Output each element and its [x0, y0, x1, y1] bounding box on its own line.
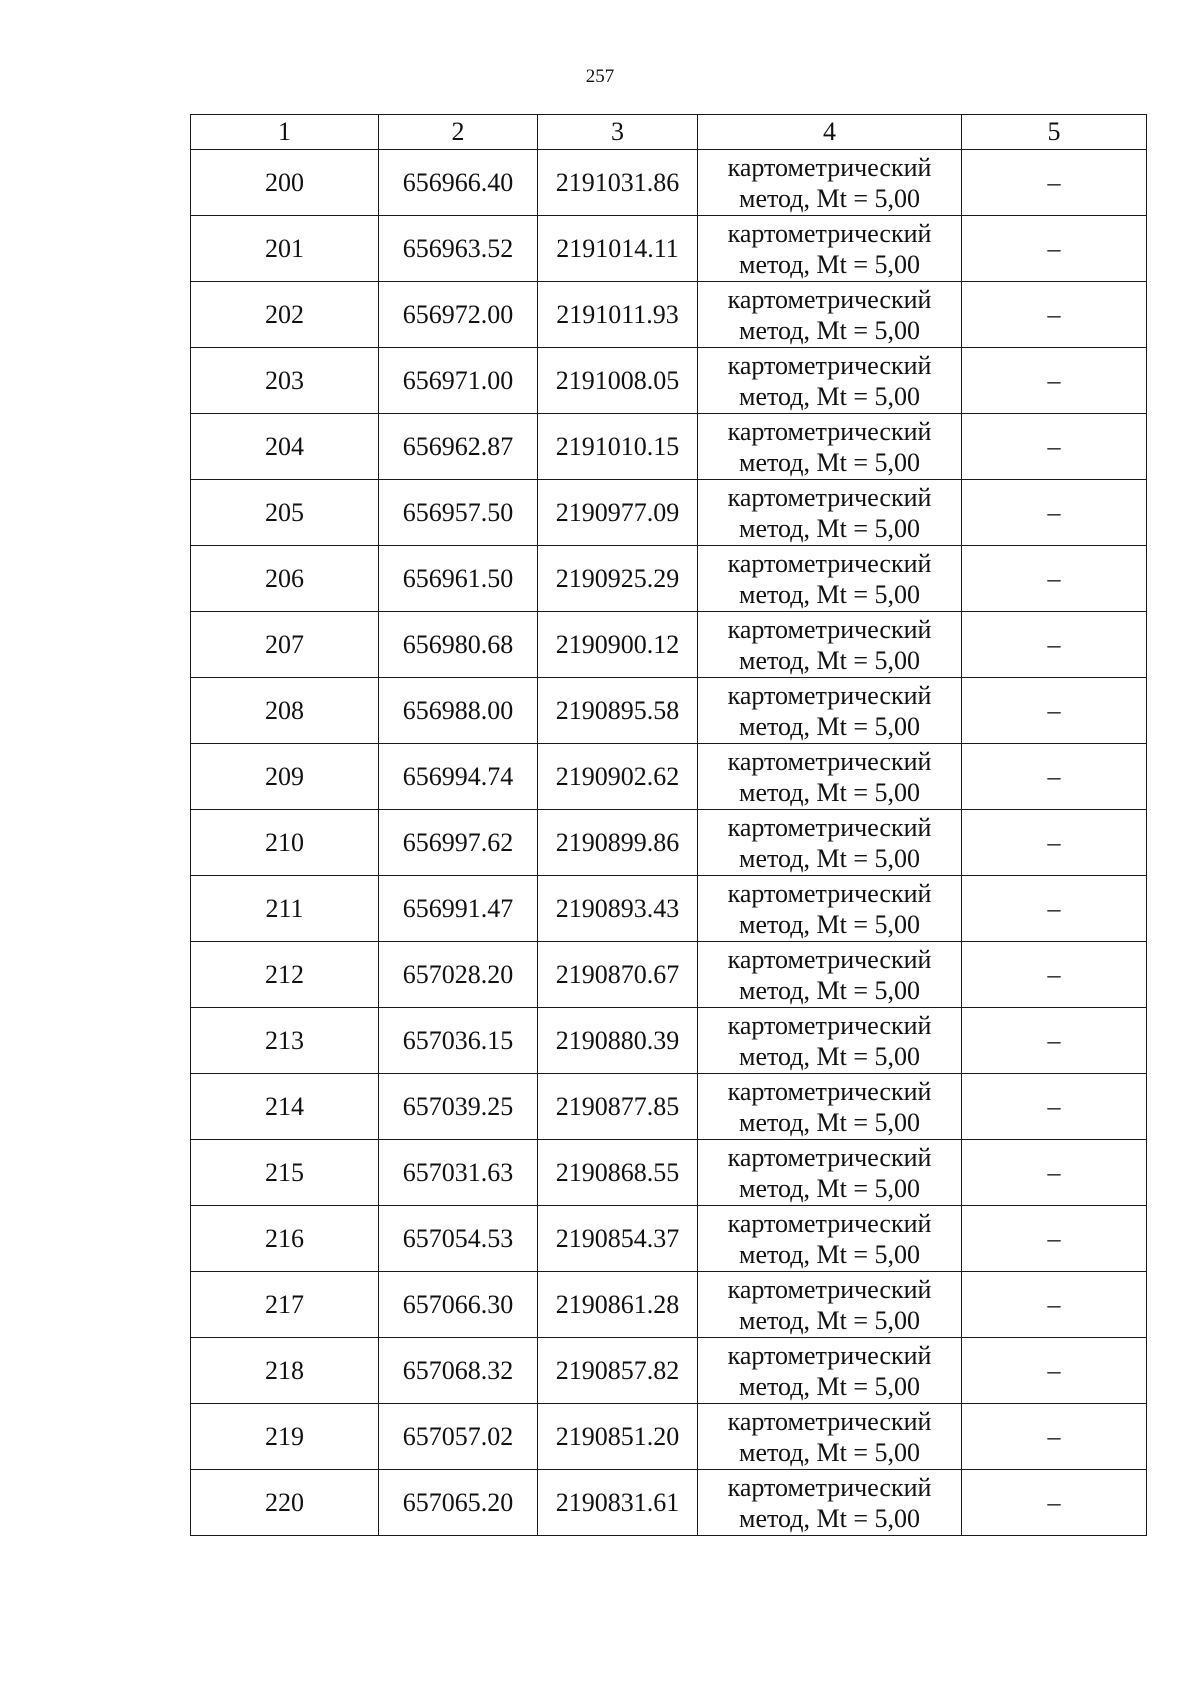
method-name: картометрический	[727, 350, 932, 380]
method-cell	[698, 1140, 962, 1206]
point-number-cell: 220	[191, 1470, 379, 1536]
method-name: картометрический	[727, 1274, 932, 1304]
table-row	[191, 612, 1147, 678]
method-cell	[698, 810, 962, 876]
y-coordinate-cell: 2191010.15	[538, 414, 698, 480]
table-row	[191, 150, 1147, 216]
method-accuracy: метод, Mt = 5,00	[739, 645, 920, 675]
x-coordinate-cell: 657065.20	[379, 1470, 538, 1536]
col5-cell: –	[962, 678, 1147, 744]
col5-cell: –	[962, 612, 1147, 678]
x-coordinate-cell: 656972.00	[379, 282, 538, 348]
table-row	[191, 216, 1147, 282]
x-coordinate-cell: 657054.53	[379, 1206, 538, 1272]
point-number-cell: 210	[191, 810, 379, 876]
method-cell	[698, 282, 962, 348]
method-accuracy: метод, Mt = 5,00	[739, 381, 920, 411]
x-coordinate-cell: 657039.25	[379, 1074, 538, 1140]
x-coordinate-cell: 657057.02	[379, 1404, 538, 1470]
method-cell	[698, 1470, 962, 1536]
method-cell	[698, 942, 962, 1008]
y-coordinate-cell: 2190902.62	[538, 744, 698, 810]
table-row	[191, 876, 1147, 942]
point-number-cell: 201	[191, 216, 379, 282]
point-number-cell: 213	[191, 1008, 379, 1074]
header-col-4: 4	[698, 115, 962, 150]
col5-cell: –	[962, 480, 1147, 546]
x-coordinate-cell: 656963.52	[379, 216, 538, 282]
method-name: картометрический	[727, 1010, 932, 1040]
x-coordinate-cell: 657068.32	[379, 1338, 538, 1404]
y-coordinate-cell: 2190857.82	[538, 1338, 698, 1404]
col5-cell: –	[962, 1272, 1147, 1338]
point-number-cell: 214	[191, 1074, 379, 1140]
point-number-cell: 211	[191, 876, 379, 942]
point-number-cell: 202	[191, 282, 379, 348]
table-row	[191, 942, 1147, 1008]
method-name: картометрический	[727, 218, 932, 248]
y-coordinate-cell: 2190870.67	[538, 942, 698, 1008]
method-name: картометрический	[727, 1472, 932, 1502]
y-coordinate-cell: 2191011.93	[538, 282, 698, 348]
x-coordinate-cell: 656991.47	[379, 876, 538, 942]
method-accuracy: метод, Mt = 5,00	[739, 1305, 920, 1335]
table-row	[191, 1206, 1147, 1272]
method-cell	[698, 1272, 962, 1338]
method-name: картометрический	[727, 416, 932, 446]
method-name: картометрический	[727, 1208, 932, 1238]
x-coordinate-cell: 656988.00	[379, 678, 538, 744]
col5-cell: –	[962, 1338, 1147, 1404]
col5-cell: –	[962, 1008, 1147, 1074]
method-accuracy: метод, Mt = 5,00	[739, 1503, 920, 1533]
col5-cell: –	[962, 282, 1147, 348]
method-accuracy: метод, Mt = 5,00	[739, 1371, 920, 1401]
point-number-cell: 205	[191, 480, 379, 546]
method-accuracy: метод, Mt = 5,00	[739, 1107, 920, 1137]
method-cell	[698, 1404, 962, 1470]
point-number-cell: 216	[191, 1206, 379, 1272]
table-row	[191, 1008, 1147, 1074]
y-coordinate-cell: 2190861.28	[538, 1272, 698, 1338]
method-accuracy: метод, Mt = 5,00	[739, 447, 920, 477]
point-number-cell: 208	[191, 678, 379, 744]
y-coordinate-cell: 2190893.43	[538, 876, 698, 942]
table-row	[191, 546, 1147, 612]
header-col-1: 1	[191, 115, 379, 150]
x-coordinate-cell: 656994.74	[379, 744, 538, 810]
header-row	[191, 115, 1147, 150]
method-name: картометрический	[727, 548, 932, 578]
method-accuracy: метод, Mt = 5,00	[739, 909, 920, 939]
method-cell	[698, 1206, 962, 1272]
table-body	[191, 150, 1147, 1536]
table-row	[191, 1404, 1147, 1470]
method-accuracy: метод, Mt = 5,00	[739, 1239, 920, 1269]
col5-cell: –	[962, 414, 1147, 480]
method-accuracy: метод, Mt = 5,00	[739, 249, 920, 279]
method-cell	[698, 150, 962, 216]
method-name: картометрический	[727, 284, 932, 314]
x-coordinate-cell: 656980.68	[379, 612, 538, 678]
x-coordinate-cell: 657031.63	[379, 1140, 538, 1206]
table-row	[191, 1470, 1147, 1536]
table-row	[191, 480, 1147, 546]
method-accuracy: метод, Mt = 5,00	[739, 711, 920, 741]
method-accuracy: метод, Mt = 5,00	[739, 777, 920, 807]
method-cell	[698, 1008, 962, 1074]
method-name: картометрический	[727, 680, 932, 710]
x-coordinate-cell: 656957.50	[379, 480, 538, 546]
col5-cell: –	[962, 1470, 1147, 1536]
table-row	[191, 1338, 1147, 1404]
table-row	[191, 348, 1147, 414]
col5-cell: –	[962, 546, 1147, 612]
point-number-cell: 217	[191, 1272, 379, 1338]
point-number-cell: 204	[191, 414, 379, 480]
y-coordinate-cell: 2190880.39	[538, 1008, 698, 1074]
x-coordinate-cell: 656971.00	[379, 348, 538, 414]
table-row	[191, 414, 1147, 480]
method-cell	[698, 216, 962, 282]
method-name: картометрический	[727, 152, 932, 182]
col5-cell: –	[962, 810, 1147, 876]
y-coordinate-cell: 2191008.05	[538, 348, 698, 414]
point-number-cell: 209	[191, 744, 379, 810]
point-number-cell: 218	[191, 1338, 379, 1404]
method-cell	[698, 876, 962, 942]
method-accuracy: метод, Mt = 5,00	[739, 843, 920, 873]
col5-cell: –	[962, 1404, 1147, 1470]
y-coordinate-cell: 2190899.86	[538, 810, 698, 876]
y-coordinate-cell: 2190900.12	[538, 612, 698, 678]
table-header	[191, 115, 1147, 150]
header-col-2: 2	[379, 115, 538, 150]
method-name: картометрический	[727, 1142, 932, 1172]
table-row	[191, 1140, 1147, 1206]
x-coordinate-cell: 657028.20	[379, 942, 538, 1008]
table-row	[191, 678, 1147, 744]
table-row	[191, 810, 1147, 876]
y-coordinate-cell: 2190854.37	[538, 1206, 698, 1272]
header-col-5: 5	[962, 115, 1147, 150]
y-coordinate-cell: 2190895.58	[538, 678, 698, 744]
point-number-cell: 207	[191, 612, 379, 678]
x-coordinate-cell: 656966.40	[379, 150, 538, 216]
y-coordinate-cell: 2190868.55	[538, 1140, 698, 1206]
y-coordinate-cell: 2190851.20	[538, 1404, 698, 1470]
method-name: картометрический	[727, 812, 932, 842]
col5-cell: –	[962, 1140, 1147, 1206]
method-name: картометрический	[727, 614, 932, 644]
method-accuracy: метод, Mt = 5,00	[739, 183, 920, 213]
method-name: картометрический	[727, 1076, 932, 1106]
method-name: картометрический	[727, 878, 932, 908]
method-accuracy: метод, Mt = 5,00	[739, 1437, 920, 1467]
page-number: 257	[585, 66, 615, 87]
method-cell	[698, 612, 962, 678]
point-number-cell: 206	[191, 546, 379, 612]
x-coordinate-cell: 657066.30	[379, 1272, 538, 1338]
point-number-cell: 212	[191, 942, 379, 1008]
header-col-3: 3	[538, 115, 698, 150]
point-number-cell: 203	[191, 348, 379, 414]
point-number-cell: 215	[191, 1140, 379, 1206]
method-cell	[698, 348, 962, 414]
col5-cell: –	[962, 1074, 1147, 1140]
method-accuracy: метод, Mt = 5,00	[739, 315, 920, 345]
method-name: картометрический	[727, 482, 932, 512]
method-cell	[698, 480, 962, 546]
table-row	[191, 282, 1147, 348]
method-accuracy: метод, Mt = 5,00	[739, 1173, 920, 1203]
coordinates-table	[190, 114, 1147, 1536]
table-row	[191, 744, 1147, 810]
method-name: картометрический	[727, 1406, 932, 1436]
col5-cell: –	[962, 150, 1147, 216]
col5-cell: –	[962, 1206, 1147, 1272]
method-accuracy: метод, Mt = 5,00	[739, 1041, 920, 1071]
point-number-cell: 219	[191, 1404, 379, 1470]
y-coordinate-cell: 2190831.61	[538, 1470, 698, 1536]
method-cell	[698, 414, 962, 480]
x-coordinate-cell: 656961.50	[379, 546, 538, 612]
y-coordinate-cell: 2190925.29	[538, 546, 698, 612]
method-name: картометрический	[727, 1340, 932, 1370]
y-coordinate-cell: 2191031.86	[538, 150, 698, 216]
point-number-cell: 200	[191, 150, 379, 216]
col5-cell: –	[962, 744, 1147, 810]
method-name: картометрический	[727, 944, 932, 974]
y-coordinate-cell: 2190977.09	[538, 480, 698, 546]
col5-cell: –	[962, 348, 1147, 414]
col5-cell: –	[962, 876, 1147, 942]
x-coordinate-cell: 656997.62	[379, 810, 538, 876]
table-row	[191, 1272, 1147, 1338]
method-name: картометрический	[727, 746, 932, 776]
y-coordinate-cell: 2190877.85	[538, 1074, 698, 1140]
method-accuracy: метод, Mt = 5,00	[739, 513, 920, 543]
col5-cell: –	[962, 942, 1147, 1008]
x-coordinate-cell: 656962.87	[379, 414, 538, 480]
method-cell	[698, 1338, 962, 1404]
method-accuracy: метод, Mt = 5,00	[739, 579, 920, 609]
x-coordinate-cell: 657036.15	[379, 1008, 538, 1074]
col5-cell: –	[962, 216, 1147, 282]
y-coordinate-cell: 2191014.11	[538, 216, 698, 282]
method-cell	[698, 744, 962, 810]
method-cell	[698, 1074, 962, 1140]
method-cell	[698, 678, 962, 744]
table-row	[191, 1074, 1147, 1140]
method-cell	[698, 546, 962, 612]
method-accuracy: метод, Mt = 5,00	[739, 975, 920, 1005]
